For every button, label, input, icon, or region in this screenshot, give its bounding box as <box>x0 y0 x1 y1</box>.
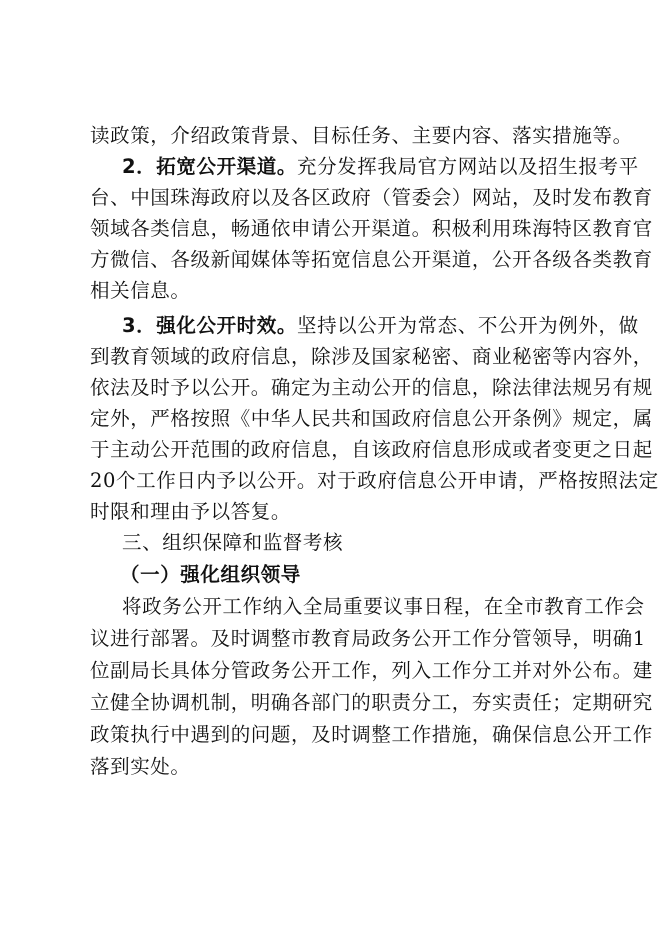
item-number: 2． <box>122 155 157 178</box>
item-number: 3． <box>122 314 157 337</box>
text-line: 相关信息。 <box>90 279 191 302</box>
text-line: 立健全协调机制，明确各部门的职责分工，夯实责任；定期研究 <box>90 691 653 714</box>
item-text: 充分发挥我局官方网站以及招生报考平 <box>296 155 639 178</box>
text-line: 将政务公开工作纳入全局重要议事日程，在全市教育工作会 <box>122 595 645 618</box>
text-line: 领域各类信息，畅通依申请公开渠道。积极利用珠海特区教育官 <box>90 217 653 240</box>
text-line: 20个工作日内予以公开。对于政府信息公开申请，严格按照法定 <box>90 469 659 492</box>
text-line: 于主动公开范围的政府信息，自该政府信息形成或者变更之日起 <box>90 438 653 461</box>
text-line: 读政策，介绍政策背景、目标任务、主要内容、落实措施等。 <box>90 124 633 147</box>
text-line: 时限和理由予以答复。 <box>90 500 292 523</box>
subsection-heading: （一）强化组织领导 <box>120 563 301 586</box>
text-line: 台、中国珠海政府以及各区政府（管委会）网站，及时发布教育 <box>90 186 653 209</box>
item-title: 强化公开时效。 <box>156 314 297 337</box>
text-line: 议进行部署。及时调整市教育局政务公开工作分管领导，明确1 <box>90 627 646 650</box>
paragraph-2-first-line <box>122 151 639 182</box>
text-line: 政策执行中遇到的问题，及时调整工作措施，确保信息公开工作 <box>90 723 653 746</box>
text-line: 位副局长具体分管政务公开工作，列入工作分工并对外公布。建 <box>90 659 653 682</box>
item-title: 拓宽公开渠道。 <box>156 155 297 178</box>
text-line: 定外，严格按照《中华人民共和国政府信息公开条例》规定，属 <box>90 407 653 430</box>
text-line: 依法及时予以公开。确定为主动公开的信息，除法律法规另有规 <box>90 376 653 399</box>
text-line: 落到实处。 <box>90 755 191 778</box>
section-heading: 三、组织保障和监督考核 <box>122 531 344 554</box>
text-line: 方微信、各级新闻媒体等拓宽信息公开渠道，公开各级各类教育 <box>90 248 653 271</box>
paragraph-3-first-line <box>122 310 639 341</box>
text-line: 到教育领域的政府信息，除涉及国家秘密、商业秘密等内容外， <box>90 345 653 368</box>
item-text: 坚持以公开为常态、不公开为例外，做 <box>296 314 639 337</box>
